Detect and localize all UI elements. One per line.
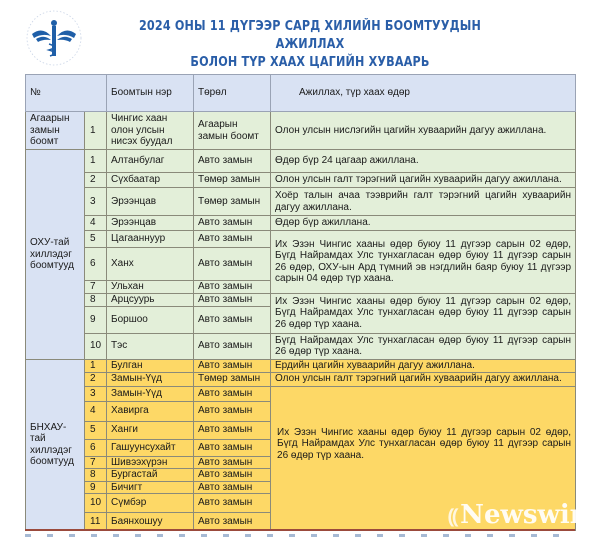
- row-number: 7: [85, 456, 107, 469]
- port-type: Төмөр замын: [194, 173, 271, 188]
- port-name: Булган: [107, 359, 194, 372]
- row-number: 9: [85, 306, 107, 333]
- port-type: Авто замын: [194, 150, 271, 173]
- table-row: [26, 386, 576, 401]
- page-title: [129, 18, 490, 72]
- port-type: Төмөр замын: [194, 188, 271, 216]
- table-row: [26, 112, 576, 150]
- port-type: Агаарын замын боомт: [194, 112, 271, 150]
- row-number: 5: [85, 421, 107, 439]
- port-type: Авто замын: [194, 359, 271, 372]
- port-type: Авто замын: [194, 421, 271, 439]
- port-name: Ханги: [107, 421, 194, 439]
- port-type: Авто замын: [194, 481, 271, 494]
- table-row: [26, 333, 576, 359]
- group-label-air: Агаарын замын боомт: [26, 112, 85, 150]
- title-line-2: БОЛОН ТҮР ХААХ ЦАГИЙН ХУВААРЬ: [190, 55, 430, 70]
- row-number: 3: [85, 386, 107, 401]
- port-schedule: Их Эзэн Чингис хааны өдөр буюу 11 дүгээр сарын 02 өдөр, Бүгд Найрамдах Улс тунхагласан өдөр буюу 11 дүгээр сарын 26 өдөр, ОХУ-ын Ард түмний эв нэгдлийн баяр буюу 11 дүгээр сарын 04 өдөр түр хаана.: [271, 231, 576, 294]
- title-line-1: 2024 ОНЫ 11 ДҮГЭЭР САРД ХИЛИЙН БООМТУУДЫН АЖИЛЛАХ: [138, 19, 482, 52]
- port-type: Авто замын: [194, 231, 271, 248]
- port-type: Авто замын: [194, 248, 271, 281]
- row-number: 4: [85, 216, 107, 231]
- port-name: Бичигт: [107, 481, 194, 494]
- row-number: 10: [85, 494, 107, 513]
- port-name: Ульхан: [107, 281, 194, 294]
- port-type: Төмөр замын: [194, 372, 271, 386]
- port-name: Сүмбэр: [107, 494, 194, 513]
- watermark-dots-icon: ⸨: [448, 504, 459, 528]
- port-name: Эрээнцав: [107, 188, 194, 216]
- column-header-type: Төрөл: [194, 75, 271, 112]
- column-header-name: Боомтын нэр: [107, 75, 194, 112]
- port-schedule: Бүгд Найрамдах Улс тунхагласан өдөр буюу 11 дүгээр сарын 26 өдөр түр хаана.: [271, 333, 576, 359]
- row-number: 3: [85, 188, 107, 216]
- port-name: Замын-Үүд: [107, 386, 194, 401]
- port-type: Авто замын: [194, 456, 271, 469]
- port-name: Бургастай: [107, 469, 194, 482]
- port-type: Авто замын: [194, 386, 271, 401]
- port-schedule: Ердийн цагийн хуваарийн дагуу ажиллана.: [271, 359, 576, 372]
- port-name: Шивээхүрэн: [107, 456, 194, 469]
- row-number: 8: [85, 293, 107, 306]
- port-type: Авто замын: [194, 469, 271, 482]
- table-row: [26, 372, 576, 386]
- port-name: Арцсуурь: [107, 293, 194, 306]
- column-header-number: №: [26, 75, 107, 112]
- port-schedule: Олон улсын галт тэрэгний цагийн хуваарийн дагуу ажиллана.: [271, 173, 576, 188]
- port-name: Хавирга: [107, 401, 194, 421]
- row-number: 11: [85, 513, 107, 531]
- table-row: [26, 216, 576, 231]
- row-number: 4: [85, 401, 107, 421]
- port-type: Авто замын: [194, 333, 271, 359]
- table-row: [26, 150, 576, 173]
- port-name: Замын-Үүд: [107, 372, 194, 386]
- port-name: Чингис хаан олон улсын нисэх буудал: [107, 112, 194, 150]
- row-number: 6: [85, 439, 107, 456]
- row-number: 2: [85, 173, 107, 188]
- customs-logo-icon: [24, 8, 84, 68]
- port-type: Авто замын: [194, 401, 271, 421]
- row-number: 6: [85, 248, 107, 281]
- row-number: 10: [85, 333, 107, 359]
- row-number: 5: [85, 231, 107, 248]
- table-row: [26, 359, 576, 372]
- table-row: [26, 173, 576, 188]
- port-type: Авто замын: [194, 306, 271, 333]
- table-header-row: [26, 75, 576, 112]
- port-name: Цагааннуур: [107, 231, 194, 248]
- port-type: Авто замын: [194, 293, 271, 306]
- port-name: Ханх: [107, 248, 194, 281]
- column-header-schedule: Ажиллах, түр хаах өдөр: [271, 75, 576, 112]
- row-number: 2: [85, 372, 107, 386]
- port-schedule: Өдөр бүр ажиллана.: [271, 216, 576, 231]
- table-row: [26, 188, 576, 216]
- port-schedule: Хоёр талын ачаа тээврийн галт тэрэгний цагийн хуваарийн дагуу ажиллана.: [271, 188, 576, 216]
- group-label-russia: ОХУ-тай хиллэдэг боомтууд: [26, 150, 85, 360]
- row-number: 8: [85, 469, 107, 482]
- watermark-text: Newswire: [460, 500, 600, 530]
- table-row: [26, 293, 576, 306]
- port-type: Авто замын: [194, 513, 271, 531]
- port-type: Авто замын: [194, 281, 271, 294]
- footer-cropped-text: [25, 534, 575, 537]
- port-name: Боршоо: [107, 306, 194, 333]
- newswire-watermark: [448, 500, 600, 530]
- port-name: Алтанбулаг: [107, 150, 194, 173]
- port-type: Авто замын: [194, 439, 271, 456]
- table-row: [26, 231, 576, 248]
- port-schedule: Өдөр бүр 24 цагаар ажиллана.: [271, 150, 576, 173]
- port-schedule: Их Эзэн Чингис хааны өдөр буюу 11 дүгээр сарын 02 өдөр, Бүгд Найрамдах Улс тунхагласан өдөр буюу 11 дүгээр сарын 26 өдөр түр хаана.: [271, 386, 576, 531]
- port-schedule: Олон улсын галт тэрэгний цагийн хуваарийн дагуу ажиллана.: [271, 372, 576, 386]
- port-name: Сүхбаатар: [107, 173, 194, 188]
- schedule-table: [25, 74, 576, 531]
- row-number: 1: [85, 359, 107, 372]
- row-number: 9: [85, 481, 107, 494]
- row-number: 1: [85, 112, 107, 150]
- port-name: Тэс: [107, 333, 194, 359]
- port-name: Баянхошуу: [107, 513, 194, 531]
- port-schedule: Олон улсын нислэгийн цагийн хуваарийн дагуу ажиллана.: [271, 112, 576, 150]
- group-label-china: БНХАУ-тай хиллэдэг боомтууд: [26, 359, 85, 531]
- port-type: Авто замын: [194, 216, 271, 231]
- port-name: Гашуунсухайт: [107, 439, 194, 456]
- row-number: 7: [85, 281, 107, 294]
- port-name: Эрээнцав: [107, 216, 194, 231]
- port-type: Авто замын: [194, 494, 271, 513]
- port-schedule: Их Эзэн Чингис хааны өдөр буюу 11 дүгээр сарын 02 өдөр, Бүгд Найрамдах Улс тунхагласан өдөр буюу 11 дүгээр сарын 26 өдөр түр хаана.: [271, 293, 576, 333]
- row-number: 1: [85, 150, 107, 173]
